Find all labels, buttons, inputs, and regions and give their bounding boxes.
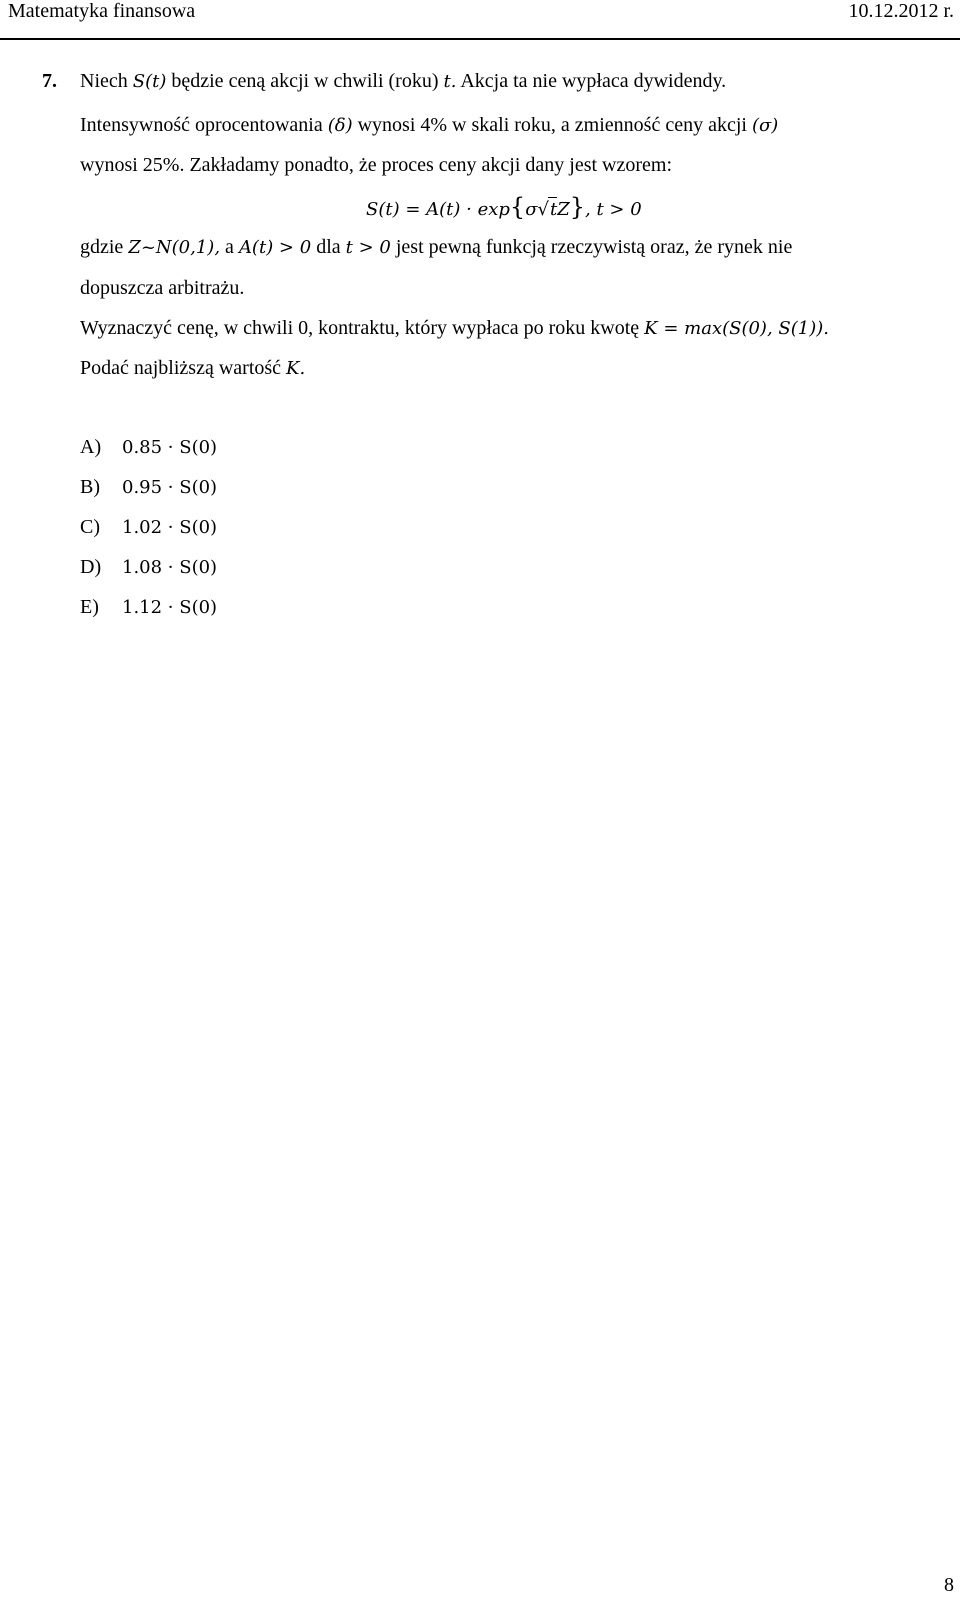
answer-label: D): [80, 556, 102, 578]
math: t.: [443, 71, 457, 92]
problem-line-4: [80, 236, 792, 259]
answer-label: B): [80, 476, 100, 498]
text: dla: [311, 236, 346, 258]
header-title: Matematyka finansowa: [8, 0, 196, 22]
answer-value: 0.95 · S(0): [122, 477, 218, 498]
text: jest pewną funkcją rzeczywistą oraz, że rynek nie: [390, 236, 793, 258]
formula-sigma: σ: [525, 199, 538, 220]
problem-line-5: dopuszcza arbitrażu.: [80, 277, 245, 299]
problem-line-6: [80, 317, 829, 340]
math: K: [644, 318, 658, 339]
math: A(t) > 0: [238, 237, 312, 258]
answer-e: [80, 596, 217, 619]
sqrt-sign: √: [537, 199, 549, 220]
answer-value: 1.12 · S(0): [122, 597, 218, 618]
math: S(t): [132, 71, 167, 92]
formula-lhs: S(t) = A(t) · exp: [366, 199, 510, 220]
sqrt-radicand: t: [549, 199, 558, 220]
problem-line-1: [80, 70, 726, 93]
problem-line-7: [80, 357, 305, 380]
answer-value: 0.85 · S(0): [122, 437, 218, 458]
brace-open: {: [509, 193, 526, 221]
formula-rhs: , t > 0: [585, 199, 642, 220]
answer-label: A): [80, 436, 102, 458]
answer-b: [80, 476, 217, 499]
math: Z~N(0,1),: [128, 237, 221, 258]
text: Wyznaczyć cenę, w chwili 0, kontraktu, który wypłaca po roku kwotę: [80, 317, 645, 339]
formula-z: Z: [557, 199, 570, 220]
formula: [366, 193, 642, 221]
math: = max(S(0), S(1)).: [657, 318, 829, 339]
text: Akcja ta nie wypłaca dywidendy.: [456, 70, 727, 92]
math: (δ): [327, 115, 353, 136]
header-date: 10.12.2012 r.: [848, 0, 954, 22]
problem-number: 7.: [42, 70, 57, 92]
answer-a: [80, 436, 217, 459]
answer-d: [80, 556, 217, 579]
text: Podać najbliższą wartość: [80, 357, 287, 379]
text: Niech: [80, 70, 133, 92]
text: wynosi 4% w skali roku, a zmienność ceny akcji: [352, 114, 752, 136]
math: (σ): [751, 115, 779, 136]
text: gdzie: [80, 236, 129, 258]
answer-label: C): [80, 516, 100, 538]
math: K.: [286, 358, 306, 379]
problem-line-2: [80, 114, 778, 137]
problem-line-3: wynosi 25%. Zakładamy ponadto, że proces ceny akcji dany jest wzorem:: [80, 154, 673, 176]
answer-value: 1.02 · S(0): [122, 517, 218, 538]
text: będzie ceną akcji w chwili (roku): [166, 70, 444, 92]
text: Intensywność oprocentowania: [80, 114, 328, 136]
answer-c: [80, 516, 217, 539]
page-number: 8: [944, 1574, 954, 1596]
answer-label: E): [80, 596, 99, 618]
math: t > 0: [345, 237, 391, 258]
brace-close: }: [569, 193, 585, 221]
text: a: [220, 236, 239, 258]
answer-value: 1.08 · S(0): [122, 557, 218, 578]
header-rule: [0, 38, 960, 40]
page-header: [0, 0, 960, 48]
